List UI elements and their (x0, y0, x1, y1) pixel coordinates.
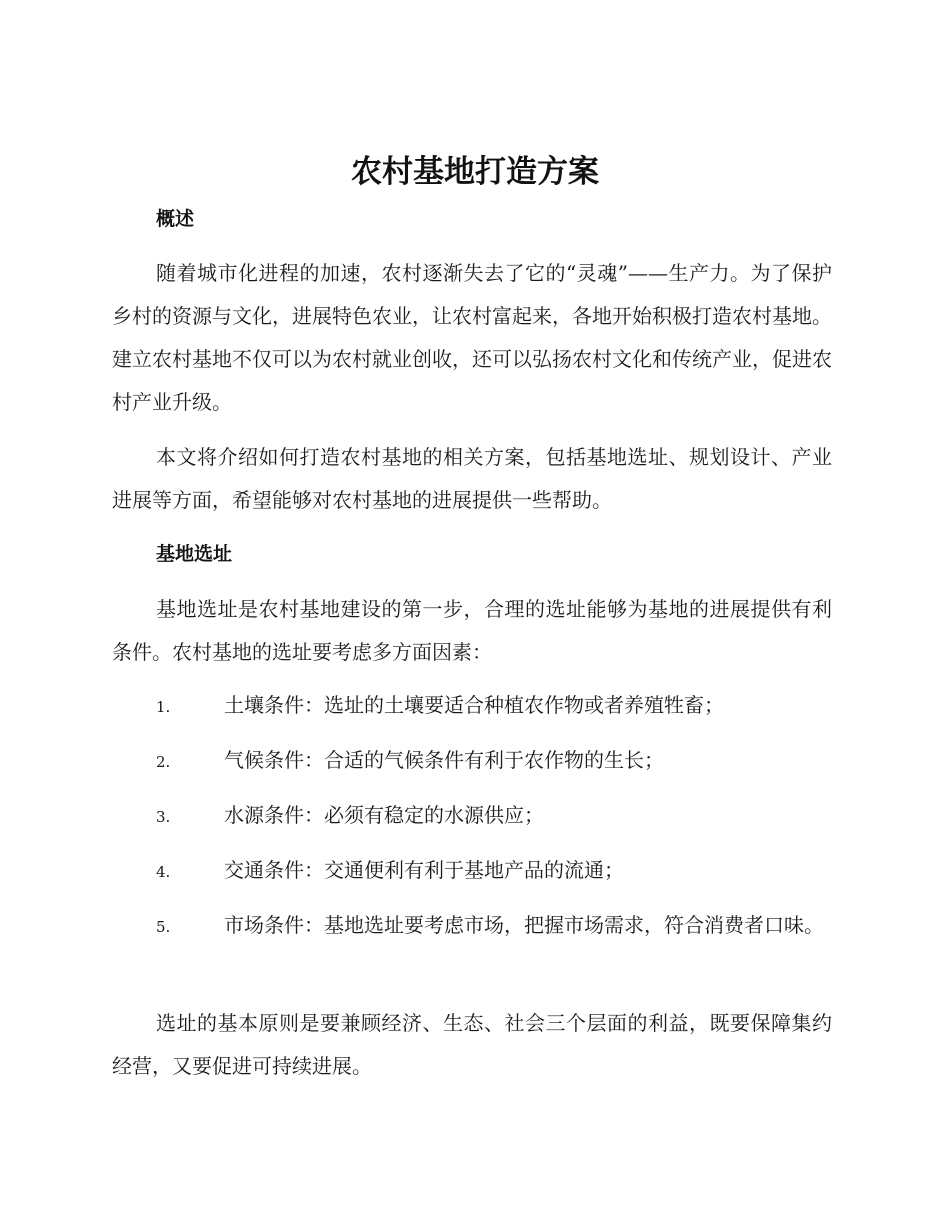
list-item (112, 739, 832, 784)
overview-paragraph-2: 本文将介绍如何打造农村基地的相关方案，包括基地选址、规划设计、产业进展等方面，希望能够对农村基地的进展提供一些帮助。 (112, 445, 832, 512)
list-item (112, 904, 832, 949)
list-item-text: 市场条件：基地选址要考虑市场，把握市场需求，符合消费者口味。 (224, 913, 824, 937)
list-item (112, 849, 832, 894)
list-item-number: 4. (156, 863, 171, 881)
list-item-text: 水源条件：必须有稳定的水源供应； (224, 803, 544, 827)
list-item-text: 交通条件：交通便利有利于基地产品的流通； (224, 858, 624, 882)
overview-paragraph-1: 随着城市化进程的加速，农村逐渐失去了它的“灵魂”——生产力。为了保护乡村的资源与文化，进展特色农业，让农村富起来，各地开始积极打造农村基地。建立农村基地不仅可以为农村就业创收，还可以弘扬农村文化和传统产业，促进农村产业升级。 (112, 261, 832, 414)
list-item-text: 气候条件：合适的气候条件有利于农作物的生长； (224, 748, 664, 772)
site-selection-conclusion: 选址的基本原则是要兼顾经济、生态、社会三个层面的利益，既要保障集约经营，又要促进可持续进展。 (112, 1011, 832, 1078)
list-item (112, 794, 832, 839)
list-item-number: 3. (156, 808, 171, 826)
section-heading-overview: 概述 (156, 208, 195, 230)
site-selection-intro: 基地选址是农村基地建设的第一步，合理的选址能够为基地的进展提供有利条件。农村基地的选址要考虑多方面因素： (112, 597, 832, 664)
list-item-number: 5. (156, 918, 171, 936)
document-title: 农村基地打造方案 (351, 154, 599, 190)
list-item-number: 1. (156, 698, 171, 716)
list-item (112, 684, 832, 729)
section-heading-site-selection: 基地选址 (156, 543, 233, 565)
list-item-number: 2. (156, 753, 171, 771)
list-item-text: 土壤条件：选址的土壤要适合种植农作物或者养殖牲畜； (224, 693, 724, 717)
